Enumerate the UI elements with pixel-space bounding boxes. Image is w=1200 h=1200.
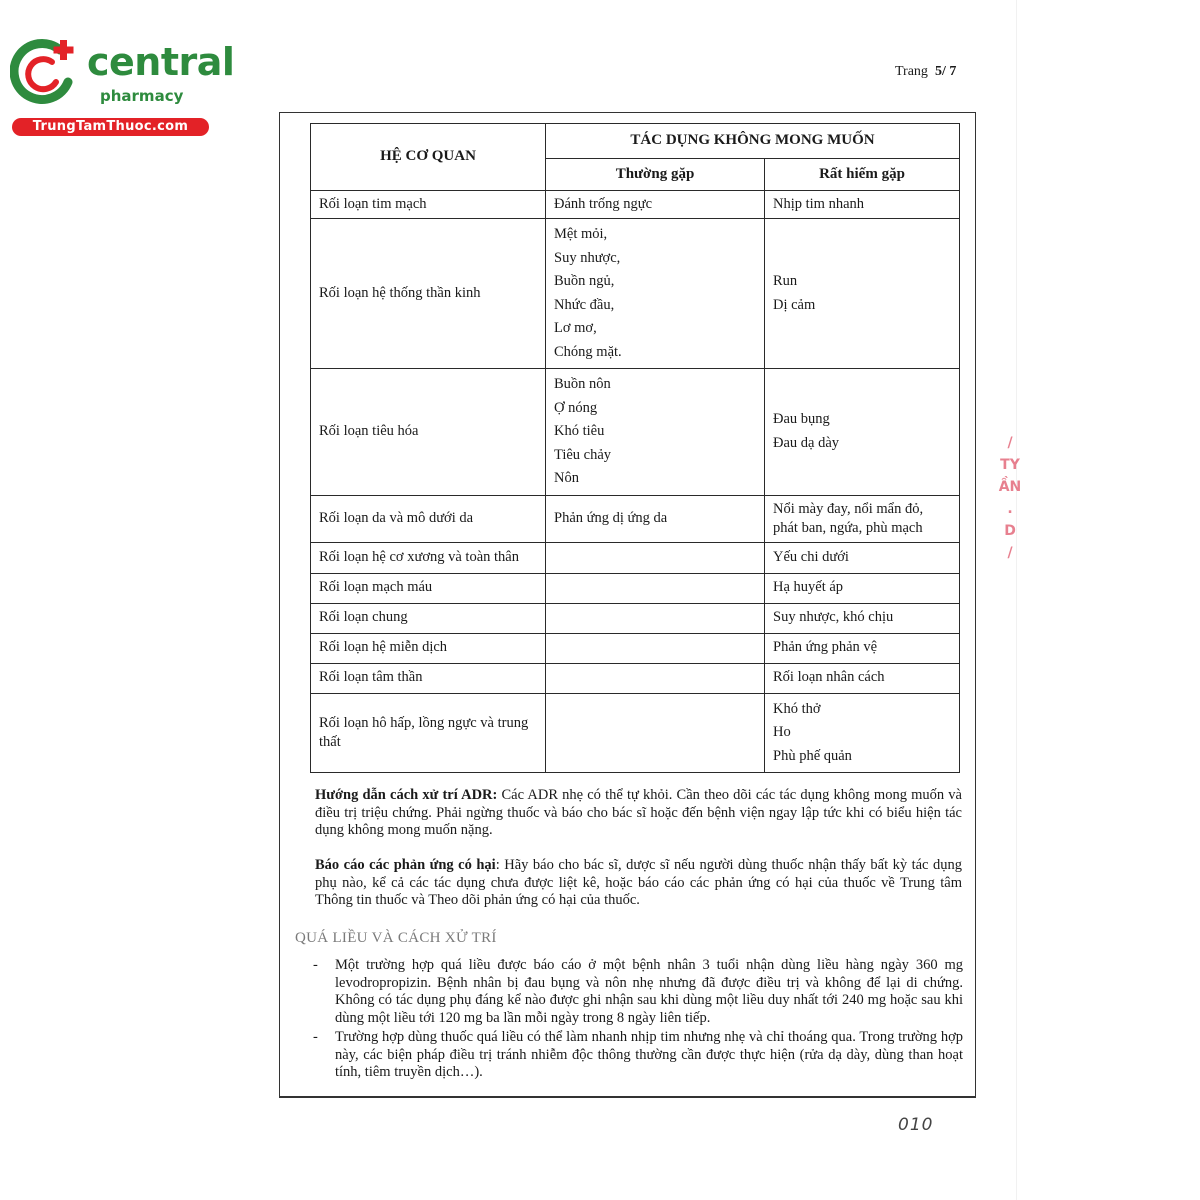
- table-row: [311, 663, 960, 693]
- cell-common-effects: [546, 693, 765, 773]
- cell-organ-system: Rối loạn hệ thống thần kinh: [311, 219, 546, 369]
- bullet-dash: -: [313, 1029, 318, 1045]
- header-organ-system: HỆ CƠ QUAN: [311, 124, 546, 191]
- cell-organ-system: Rối loạn chung: [311, 603, 546, 633]
- cell-common-effects: [546, 191, 765, 219]
- cell-very-rare-effects: [765, 369, 960, 496]
- effect-item: Suy nhược, khó chịu: [773, 609, 894, 626]
- adr-report-text: : Hãy báo cho bác sĩ, dược sĩ nếu người dùng thuốc nhận thấy bất kỳ tác dụng phụ nào, kể cả các tác dụng chưa được liệt kê, hoặc báo cáo các phản ứng có hại của thuốc về Trung tâm Thông tin thuốc và Theo dõi phản ứng có hại của thuốc.: [315, 857, 962, 908]
- effect-item: Tiêu chảy: [554, 446, 612, 463]
- effect-item: phát ban, ngứa, phù mạch: [773, 519, 923, 536]
- effect-item: Ợ nóng: [554, 399, 598, 416]
- logo-subtitle: pharmacy: [100, 87, 184, 105]
- cell-organ-system: Rối loạn hệ cơ xương và toàn thân: [311, 542, 546, 573]
- central-pharmacy-logo[interactable]: [10, 38, 235, 136]
- adverse-effects-table: [310, 123, 960, 773]
- stamp-mark: /: [1007, 545, 1013, 561]
- effect-item: Ho: [773, 724, 791, 740]
- effect-item: Run: [773, 273, 798, 289]
- effect-item: Đánh trống ngực: [554, 195, 653, 212]
- table-row: [311, 495, 960, 542]
- table-row: [311, 693, 960, 773]
- effect-item: Mệt mỏi,: [554, 226, 608, 242]
- table-row: [311, 191, 960, 219]
- effect-item: Đau dạ dày: [773, 434, 840, 451]
- effect-item: Buồn nôn: [554, 376, 611, 392]
- stamp-mark: TY: [1000, 457, 1020, 473]
- header-adverse-effects: TÁC DỤNG KHÔNG MONG MUỐN: [546, 124, 960, 159]
- cell-common-effects: [546, 542, 765, 573]
- effect-item: Phản ứng dị ứng da: [554, 509, 668, 526]
- table-row: [311, 219, 960, 369]
- overdose-item-text: Một trường hợp quá liều được báo cáo ở một bệnh nhân 3 tuổi nhận dùng liều hàng ngày 360 mg levodropropizin. Bệnh nhân bị đau bụng và nôn nhẹ nhưng đã được điều trị và không để lại di chứng. Không có tác dụng phụ đáng kể nào được ghi nhận sau khi dùng một liều duy nhất tới 240 mg hoặc sau khi dùng một liều tới 120 mg ba lần mỗi ngày trong 8 ngày liên tiếp.: [335, 957, 963, 1026]
- effect-item: Lơ mơ,: [554, 320, 597, 336]
- adr-guidance-paragraph: [315, 787, 962, 840]
- effect-item: Nổi mày đay, nổi mẩn đỏ,: [773, 500, 924, 517]
- cell-organ-system: Rối loạn da và mô dưới da: [311, 495, 546, 542]
- effect-item: Suy nhược,: [554, 249, 621, 266]
- adr-report-label: Báo cáo các phản ứng có hại: [315, 857, 496, 873]
- effect-item: Hạ huyết áp: [773, 579, 844, 596]
- cell-very-rare-effects: [765, 542, 960, 573]
- effect-item: Chóng mặt.: [554, 343, 622, 360]
- effect-item: Nôn: [554, 470, 579, 486]
- effect-item: Phản ứng phản vệ: [773, 639, 878, 656]
- cell-common-effects: [546, 219, 765, 369]
- cell-very-rare-effects: [765, 603, 960, 633]
- table-row: [311, 603, 960, 633]
- effect-item: Yếu chi dưới: [773, 548, 849, 565]
- overdose-item: [313, 1029, 963, 1082]
- red-stamp-fragment: [998, 432, 1022, 582]
- logo-website-banner[interactable]: TrungTamThuoc.com: [12, 118, 209, 136]
- cell-common-effects: [546, 663, 765, 693]
- logo-brand: central: [87, 40, 235, 84]
- overdose-section-title: QUÁ LIỀU VÀ CÁCH XỬ TRÍ: [295, 930, 497, 946]
- cell-common-effects: [546, 369, 765, 496]
- adr-guidance-text: Các ADR nhẹ có thể tự khỏi. Cần theo dõi các tác dụng không mong muốn và điều trị triệu chứng. Phải ngừng thuốc và báo cho bác sĩ hoặc đến bệnh viện ngay lập tức khi có biểu hiện tác dụng không mong muốn nặng.: [315, 787, 962, 838]
- scan-edge: [1016, 0, 1017, 1200]
- effect-item: Nhịp tim nhanh: [773, 195, 865, 212]
- table-row: [311, 369, 960, 496]
- table-row: [311, 573, 960, 603]
- stamp-mark: .: [1007, 501, 1013, 517]
- cell-organ-system: Rối loạn tâm thần: [311, 663, 546, 693]
- page-value: 5/ 7: [934, 64, 957, 79]
- page-label: Trang: [895, 64, 928, 79]
- cell-very-rare-effects: [765, 219, 960, 369]
- cell-very-rare-effects: [765, 495, 960, 542]
- effect-item: Buồn ngủ,: [554, 273, 615, 289]
- table-row: [311, 542, 960, 573]
- pharmacy-cross-icon: [10, 38, 78, 104]
- overdose-item: [313, 957, 963, 1027]
- cell-common-effects: [546, 633, 765, 663]
- cell-very-rare-effects: [765, 663, 960, 693]
- effect-item: Khó thở: [773, 700, 821, 717]
- cell-organ-system: Rối loạn hệ miễn dịch: [311, 633, 546, 663]
- overdose-item-text: Trường hợp dùng thuốc quá liều có thể làm nhanh nhịp tim nhưng nhẹ và chỉ thoáng qua. Trong trường hợp này, các biện pháp điều trị tránh nhiễm độc thông thường cần được thực hiện (rửa dạ dày, dùng than hoạt tính, tiêm truyền dịch…).: [335, 1029, 963, 1080]
- stamp-mark: /: [1007, 435, 1013, 451]
- cell-very-rare-effects: [765, 573, 960, 603]
- header-very-rare: Rất hiếm gặp: [765, 159, 960, 191]
- effect-item: Khó tiêu: [554, 423, 605, 439]
- cell-very-rare-effects: [765, 693, 960, 773]
- cell-common-effects: [546, 573, 765, 603]
- cell-very-rare-effects: [765, 191, 960, 219]
- effect-item: Đau bụng: [773, 411, 830, 428]
- cell-very-rare-effects: [765, 633, 960, 663]
- table-row: [311, 633, 960, 663]
- effect-item: Dị cảm: [773, 296, 816, 313]
- adr-report-paragraph: [315, 857, 962, 910]
- header-common: Thường gặp: [546, 159, 765, 191]
- overdose-list: [313, 957, 963, 1084]
- handwritten-page-number: 010: [898, 1115, 934, 1135]
- stamp-mark: ẦN: [998, 479, 1022, 495]
- cell-organ-system: Rối loạn hô hấp, lồng ngực và trung thất: [311, 693, 546, 773]
- cell-common-effects: [546, 495, 765, 542]
- stamp-mark: D: [1004, 523, 1016, 539]
- adr-guidance-label: Hướng dẫn cách xử trí ADR:: [315, 787, 498, 803]
- effect-item: Rối loạn nhân cách: [773, 669, 885, 686]
- effect-item: Nhức đầu,: [554, 296, 615, 313]
- cell-organ-system: Rối loạn tim mạch: [311, 191, 546, 219]
- page-number: [895, 64, 956, 80]
- effect-item: Phù phế quản: [773, 747, 852, 764]
- cell-organ-system: Rối loạn tiêu hóa: [311, 369, 546, 496]
- cell-organ-system: Rối loạn mạch máu: [311, 573, 546, 603]
- bullet-dash: -: [313, 957, 318, 973]
- cell-common-effects: [546, 603, 765, 633]
